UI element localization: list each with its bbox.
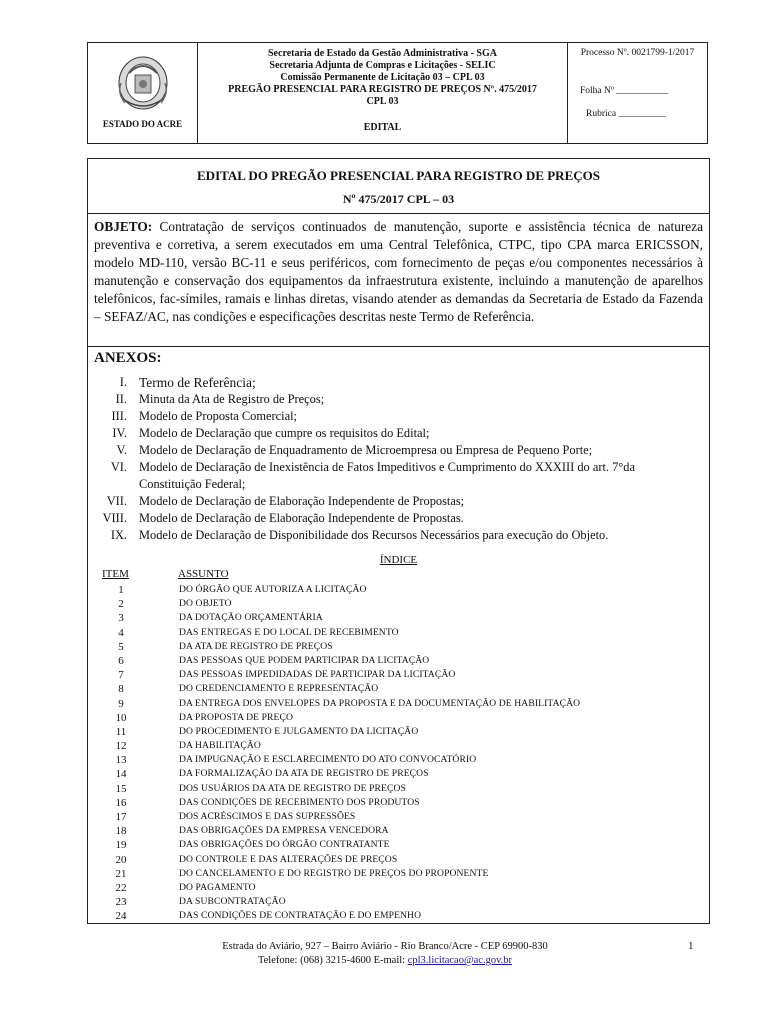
edital-title-block <box>88 159 709 214</box>
list-item <box>94 391 707 408</box>
objeto-label: OBJETO: <box>94 219 153 234</box>
org-lines <box>198 48 567 108</box>
page-number: 1 <box>688 940 694 952</box>
anexo-text: Modelo de Declaração de Inexistência de Fatos Impeditivos e Cumprimento do XXXIII do art. 7°da <box>139 460 635 474</box>
indice-col-item: ITEM <box>102 568 129 580</box>
anexo-number: VIII. <box>102 511 127 525</box>
doc-type-label: EDITAL <box>363 122 402 133</box>
indice-item-number: 23 <box>115 896 127 909</box>
indice-item-subject: DAS PESSOAS IMPEDIDADAS DE PARTICIPAR DA LICITAÇÃO <box>179 669 456 681</box>
anexo-number: VI. <box>110 460 127 474</box>
indice-item-subject: DO CONTROLE E DAS ALTERAÇÕES DE PREÇOS <box>179 853 398 865</box>
indice-item-number: 22 <box>115 881 127 894</box>
indice-item-number: 20 <box>115 853 127 866</box>
anexo-number: VII. <box>106 494 127 508</box>
coat-of-arms-icon <box>115 53 171 115</box>
indice-item-number: 4 <box>118 626 124 639</box>
indice-item-subject: DAS PESSOAS QUE PODEM PARTICIPAR DA LICITAÇÃO <box>179 654 430 666</box>
indice-item-number: 11 <box>115 725 127 738</box>
table-row <box>88 583 709 597</box>
indice-item-number: 15 <box>115 782 127 795</box>
table-row <box>88 611 709 625</box>
indice-item-subject: DA ATA DE REGISTRO DE PREÇOS <box>179 640 333 652</box>
indice-item-subject: DA SUBCONTRATAÇÃO <box>179 896 286 908</box>
indice-item-subject: DOS ACRÉSCIMOS E DAS SUPRESSÕES <box>179 811 356 822</box>
indice-item-number: 12 <box>115 740 127 753</box>
rubrica-field: Rubrica __________ <box>586 109 666 119</box>
state-label: ESTADO DO ACRE <box>102 119 183 129</box>
list-item <box>94 510 707 527</box>
indice-item-subject: DAS ENTREGAS E DO LOCAL DE RECEBIMENTO <box>179 626 399 638</box>
table-row <box>88 711 709 725</box>
indice-item-number: 1 <box>118 584 124 596</box>
list-item <box>94 459 707 476</box>
indice-col-assunto: ASSUNTO <box>178 568 229 580</box>
org-line: Secretaria Adjunta de Compras e Licitações - SELIC <box>269 60 496 71</box>
indice-item-number: 24 <box>115 910 127 923</box>
footer-phone: Telefone: (068) 3215-4600 E-mail: <box>257 955 408 966</box>
table-row <box>88 654 709 668</box>
table-row <box>88 640 709 654</box>
indice-item-subject: DA DOTAÇÃO ORÇAMENTÁRIA <box>179 612 323 624</box>
list-item <box>94 374 707 391</box>
table-row <box>88 810 709 824</box>
indice-item-number: 14 <box>115 768 127 781</box>
indice-header <box>102 568 229 580</box>
indice-item-subject: DA HABILITAÇÃO <box>179 740 261 752</box>
indice-item-number: 17 <box>115 811 127 823</box>
anexos-list <box>94 374 707 544</box>
page-footer <box>0 940 770 968</box>
list-item <box>94 408 707 425</box>
anexos-title: ANEXOS: <box>94 350 162 366</box>
indice-item-number: 21 <box>115 867 127 880</box>
table-row <box>88 697 709 711</box>
anexo-number: II. <box>115 392 127 406</box>
list-item <box>94 493 707 510</box>
indice-item-subject: DO PROCEDIMENTO E JULGAMENTO DA LICITAÇÃO <box>179 725 419 737</box>
table-row <box>88 838 709 852</box>
indice-item-number: 7 <box>118 669 124 682</box>
anexo-text: Modelo de Declaração de Elaboração Independente de Propostas. <box>139 511 464 525</box>
indice-item-subject: DO PAGAMENTO <box>179 881 256 893</box>
indice-item-number: 2 <box>118 598 124 611</box>
indice-item-subject: DAS CONDIÇÕES DE RECEBIMENTO DOS PRODUTOS <box>179 796 420 808</box>
objeto-section <box>88 214 709 347</box>
anexo-text: Modelo de Proposta Comercial; <box>139 409 297 423</box>
anexo-text: Constituição Federal; <box>139 477 246 491</box>
indice-title: ÍNDICE <box>379 554 418 566</box>
indice-item-subject: DAS OBRIGAÇÕES DA EMPRESA VENCEDORA <box>179 825 389 837</box>
table-row <box>88 767 709 781</box>
org-line: Comissão Permanente de Licitação 03 – CPL 03 <box>280 72 485 83</box>
table-row <box>88 881 709 895</box>
objeto-text: Contratação de serviços continuados de manutenção, suporte e assistência técnica de natureza preventiva e corretiva, a serem executados em uma Central Telefônica, CTPC, tipo CPA marca ERICSSON, modelo MD-110, versão BC-11 e seus periféricos, com fornecimento de peças e/ou componentes necessários à manutenção e conservação dos equipamentos da infraestrutura existente, incluindo a manutenção de aparelhos telefônicos, fac-símiles, ramais e linhas diretas, visando atender as demandas da Secretaria de Estado da Fazenda – SEFAZ/AC, nas condições e especificações descritas neste Termo de Referência. <box>94 219 703 324</box>
anexo-text: Modelo de Declaração de Disponibilidade dos Recursos Necessários para execução do Objeto. <box>139 528 609 542</box>
indice-item-subject: DO CREDENCIAMENTO E REPRESENTAÇÃO <box>179 683 379 695</box>
header-org-cell <box>198 43 568 143</box>
indice-item-subject: DAS CONDIÇÕES DE CONTRATAÇÃO E DO EMPENHO <box>179 910 422 922</box>
anexo-text: Modelo de Declaração de Elaboração Independente de Propostas; <box>139 494 465 508</box>
table-row <box>88 668 709 682</box>
anexo-number: IV. <box>112 426 127 440</box>
edital-title: EDITAL DO PREGÃO PRESENCIAL PARA REGISTRO DE PREÇOS <box>197 168 600 183</box>
header-emblem-cell <box>88 43 198 143</box>
indice-item-number: 10 <box>115 711 127 724</box>
anexo-text: Minuta da Ata de Registro de Preços; <box>139 392 325 406</box>
indice-item-number: 5 <box>118 640 124 653</box>
indice-item-subject: DO OBJETO <box>179 598 232 610</box>
table-row <box>88 853 709 867</box>
indice-item-subject: DA FORMALIZAÇÃO DA ATA DE REGISTRO DE PREÇOS <box>179 768 429 780</box>
indice-item-number: 18 <box>115 825 127 838</box>
indice-item-subject: DO CANCELAMENTO E DO REGISTRO DE PREÇOS DO PROPONENTE <box>179 867 489 879</box>
anexo-number: III. <box>111 409 127 423</box>
list-item <box>94 442 707 459</box>
list-item-continuation <box>94 476 707 493</box>
anexo-number: V. <box>116 443 127 457</box>
indice-item-number: 16 <box>115 796 127 809</box>
anexo-text: Termo de Referência; <box>139 375 256 390</box>
indice-item-subject: DA IMPUGNAÇÃO E ESCLARECIMENTO DO ATO CONVOCATÓRIO <box>179 754 477 766</box>
org-line: Secretaria de Estado da Gestão Administrativa - SGA <box>268 48 497 59</box>
indice-item-subject: DO ÓRGÃO QUE AUTORIZA A LICITAÇÃO <box>179 584 367 595</box>
table-row <box>88 725 709 739</box>
table-row <box>88 626 709 640</box>
indice-item-number: 8 <box>118 683 124 696</box>
anexo-text: Modelo de Declaração de Enquadramento de Microempresa ou Empresa de Pequeno Porte; <box>139 443 593 457</box>
anexo-number: IX. <box>110 528 127 542</box>
table-row <box>88 782 709 796</box>
list-item <box>94 527 707 544</box>
table-row <box>88 895 709 909</box>
indice-item-number: 13 <box>115 754 127 767</box>
document-header <box>87 42 708 144</box>
edital-body <box>87 158 710 924</box>
table-row <box>88 909 709 923</box>
footer-contact <box>0 954 770 968</box>
indice-list <box>88 583 709 924</box>
edital-number: Nº 475/2017 CPL – 03 <box>342 192 455 206</box>
table-row <box>88 597 709 611</box>
footer-address: Estrada do Aviário, 927 – Bairro Aviário - Rio Branco/Acre - CEP 69900-830 <box>222 941 548 952</box>
process-number: Processo Nº. 0021799-1/2017 <box>580 48 695 58</box>
list-item <box>94 425 707 442</box>
indice-item-number: 6 <box>118 654 124 667</box>
table-row <box>88 824 709 838</box>
org-line: CPL 03 <box>366 96 399 107</box>
indice-item-subject: DOS USUÁRIOS DA ATA DE REGISTRO DE PREÇOS <box>179 782 406 794</box>
indice-item-subject: DA ENTREGA DOS ENVELOPES DA PROPOSTA E DA DOCUMENTAÇÃO DE HABILITAÇÃO <box>179 697 581 709</box>
email-link[interactable]: cpl3.licitacao@ac.gov.br <box>407 955 513 966</box>
indice-item-subject: DAS OBRIGAÇÕES DO ÓRGÃO CONTRATANTE <box>179 839 390 851</box>
indice-item-number: 9 <box>118 697 124 710</box>
table-row <box>88 682 709 696</box>
indice-item-number: 3 <box>118 612 124 625</box>
table-row <box>88 739 709 753</box>
folha-field: Folha Nº ___________ <box>580 86 669 96</box>
indice-item-subject: DA PROPOSTA DE PREÇO <box>179 711 293 723</box>
table-row <box>88 796 709 810</box>
indice-item-number: 19 <box>115 839 127 852</box>
header-process-cell <box>568 43 707 143</box>
table-row <box>88 867 709 881</box>
anexo-text: Modelo de Declaração que cumpre os requisitos do Edital; <box>139 426 430 440</box>
org-line: PREGÃO PRESENCIAL PARA REGISTRO DE PREÇOS Nº. 475/2017 <box>228 84 537 95</box>
table-row <box>88 753 709 767</box>
anexo-number: I. <box>119 375 127 389</box>
